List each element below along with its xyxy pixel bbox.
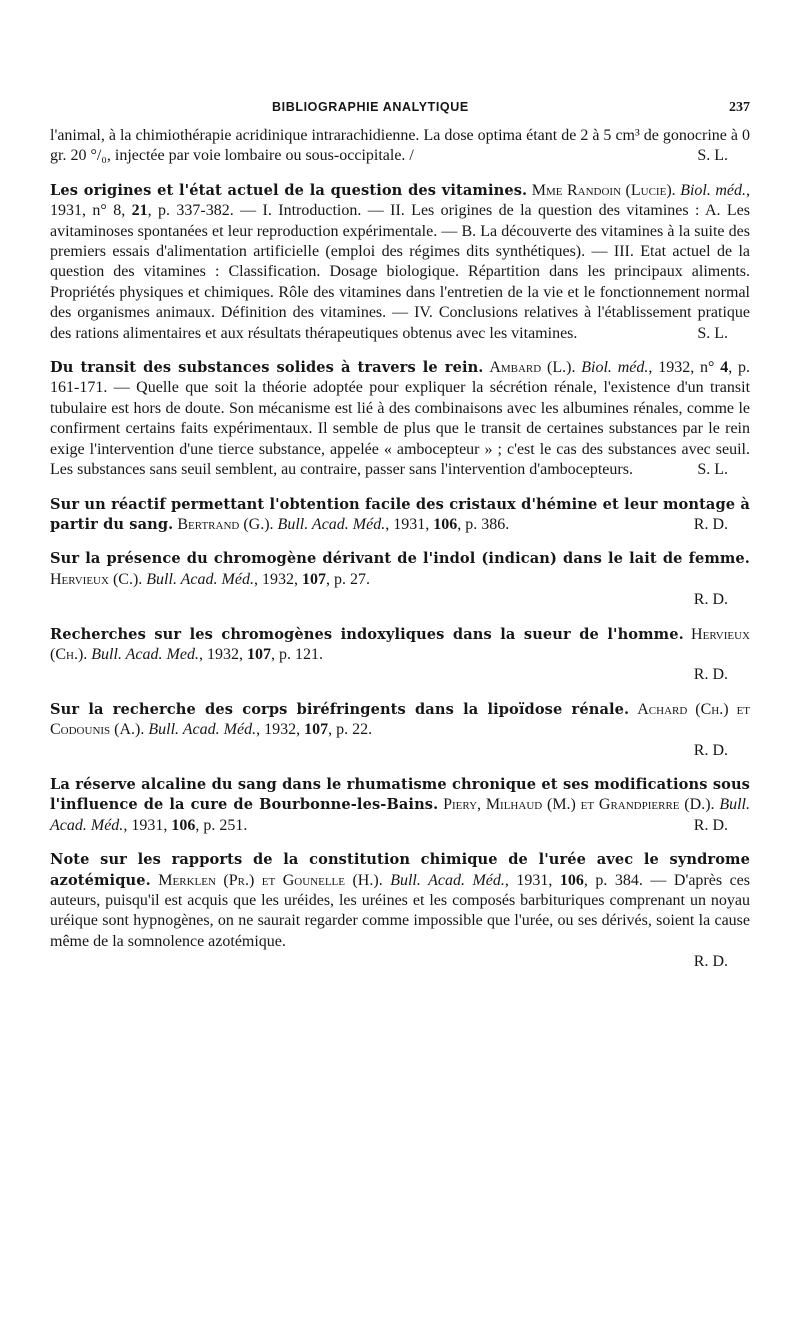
entry-author: Piery, Milhaud (M.) et Grandpierre (D.). [443,796,715,814]
entry-volume: 106 [171,816,196,834]
entry-title: Sur la présence du chromogène dérivant de l'indol (indican) dans le lait de femme. [50,550,750,568]
entry-title: Sur la recherche des corps biréfringents dans la lipoïdose rénale. [50,700,630,718]
entry-citation-pages: , p. 27. [325,570,370,588]
entry-volume: 106 [559,871,584,889]
entry-author: Bertrand (G.). [177,515,274,533]
entry-citation: , 1932, n° [648,359,721,377]
entry-signature: R. D. [693,666,728,684]
entry-signature: S. L. [697,324,728,342]
entry-signature: R. D. [693,515,728,533]
entry-source: Bull. Acad. Méd. [148,721,257,739]
entry-volume: 107 [246,645,271,663]
entry-citation-pages: , p. 384. — [583,871,667,889]
intro-paragraph [50,126,750,167]
entry-citation: , 1932, [198,645,247,663]
entry-author: Mme Randoin (Lucie). [531,181,676,199]
entry-citation-pages: , p. 22. [328,721,373,739]
entry-title: Du transit des substances solides à travers le rein. [50,359,484,377]
entry-author: Hervieux (C.). [50,570,143,588]
entry-author: Merklen (Pr.) et Gounelle (H.). [158,871,383,889]
bibliography-entry [50,358,750,480]
bibliography-entry [50,625,750,686]
entry-signature: R. D. [693,741,728,759]
entry-body: I. Introduction. — II. Les origines de la question des vitamines : A. Les avitaminoses spontanées et leur reproduction expérimentale. — B. La découverte des vitamines à la suite des premiers essais d'alimentation artificielle (emploi des régimes dits synthétiques). — III. Etat actuel de la question des vitamines : Classification. Dosage biologique. Répartition dans les principaux aliments. Propriétés physiques et chimiques. Rôle des vitamines dans l'entretien de la vie et le fonctionnement normal des organismes animaux. Définition des vitamines. — IV. Conclusions relatives à l'établissement pratique des rations alimentaires et aux résultats thérapeutiques obtenus avec les vitamines. [50,202,751,342]
entry-title: La réserve alcaline du sang dans le rhumatisme chronique et ses modifications sous l'influence de la cure de Bourbonne-les-Bains. [50,775,750,814]
bibliography-entry [50,181,750,344]
entry-citation-pages: , p. 121. [270,645,323,663]
entry-title: Note sur les rapports de la constitution chimique de l'urée avec le syndrome azotémique. [50,851,750,889]
entry-volume: 107 [304,721,329,739]
bibliography-entry [50,549,750,610]
entry-citation-pages: , p. 161-171. — [50,359,751,397]
intro-text: l'animal, à la chimiothérapie acridinique intrarachidienne. La dose optima étant de 2 à 5 cm³ de gonocrine à 0 gr. 20 °/₀, injectée par voie lombaire ou sous-occipitale. / [50,127,750,165]
entry-citation: , 1932, [253,570,302,588]
bibliography-entry [50,850,750,972]
page-number: 237 [729,100,750,115]
entry-citation-pages: , p. 251. [195,816,248,834]
entry-citation: , 1932, [256,721,305,739]
entry-author: Ambard (L.). [489,359,576,377]
page [50,100,750,973]
bibliography-entry [50,775,750,836]
entry-body: D'après ces auteurs, puisqu'il est acquis que les uréides, les uréines et les composés barbituriques comprenant un noyau uréique sont hypnogènes, on ne saurait regarder comme impossible que l'urée, ou ses dérivés, soient la cause même de la somnolence azotémique. [50,871,751,950]
entry-source: Bull. Acad. Méd. [146,570,254,588]
running-header [272,100,750,122]
entry-source: Biol. méd. [581,359,649,377]
entry-source: Bull. Acad. Méd. [50,796,750,834]
entry-signature: R. D. [693,953,728,971]
entry-signature: R. D. [693,591,728,609]
entry-title: Sur un réactif permettant l'obtention facile des cristaux d'hémine et leur montage à partir du sang. [50,495,750,533]
entry-title: Recherches sur les chromogènes indoxyliques dans la sueur de l'homme. [50,625,684,643]
entry-source: Bull. Acad. Méd. [390,871,505,889]
entry-author: Achard (Ch.) et Codounis (A.). [50,700,751,739]
running-title: BIBLIOGRAPHIE ANALYTIQUE [272,100,469,114]
entry-volume: 4 [720,359,729,377]
entry-signature: S. L. [697,461,728,479]
intro-signature: S. L. [697,147,728,165]
entry-signature: R. D. [693,816,728,834]
entry-title: Les origines et l'état actuel de la question des vitamines. [50,181,528,199]
entry-citation-pages: , p. 386. [457,515,510,533]
bibliography-entry [50,495,750,536]
entry-author: Hervieux (Ch.). [50,625,750,663]
entry-citation-pages: , p. 337-382. — [147,202,257,220]
entry-volume: 21 [131,202,148,220]
entry-source: Bull. Acad. Méd. [277,515,386,533]
entry-source: Biol. méd. [680,181,747,199]
entry-body: Quelle que soit la théorie adoptée pour expliquer la sécrétion rénale, l'existence d'un transit tubulaire est hors de doute. Son mécanisme est lié à des combinaisons avec les albumines rénales, comme le confirment certains faits expérimentaux. Il semble de plus que le transit de certaines substances par le rein exige l'intervention d'une tierce substance, appelée « ambocepteur » ; c'est le cas des substances avec seuil. Les substances sans seuil semblent, au contraire, passer sans l'intervention d'ambocepteurs. [50,379,751,479]
entry-citation: , 1931, [504,871,560,889]
entry-volume: 107 [301,570,326,588]
entry-volume: 106 [433,515,458,533]
entry-citation: , 1931, [123,816,172,834]
entry-source: Bull. Acad. Med. [91,645,199,663]
entry-citation: , 1931, n° 8, [50,181,751,220]
bibliography-entry [50,700,750,761]
entry-citation: , 1931, [385,515,434,533]
